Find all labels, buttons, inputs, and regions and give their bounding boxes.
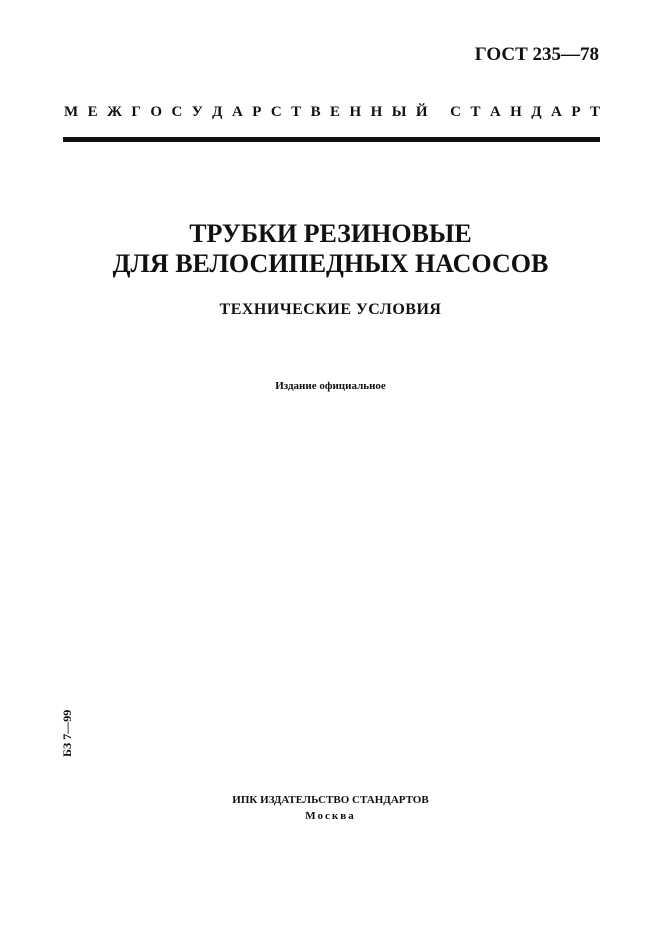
standard-type-letter: Р bbox=[252, 104, 262, 120]
standard-type-letter: А bbox=[489, 104, 501, 120]
document-subtitle: ТЕХНИЧЕСКИЕ УСЛОВИЯ bbox=[219, 301, 442, 318]
document-title bbox=[0, 219, 661, 279]
gost-number: ГОСТ 235—78 bbox=[474, 44, 599, 65]
standard-type-letter: Д bbox=[531, 104, 542, 120]
standard-type-letter: А bbox=[231, 104, 243, 120]
title-line-2: ДЛЯ ВЕЛОСИПЕДНЫХ НАСОСОВ bbox=[112, 249, 549, 278]
heading-divider bbox=[63, 137, 600, 142]
standard-type-letter: А bbox=[551, 104, 562, 120]
standard-type-heading bbox=[64, 104, 600, 121]
standard-type-letter: В bbox=[310, 104, 321, 120]
side-code: БЗ 7—99 bbox=[60, 709, 74, 757]
standard-type-letter: Г bbox=[131, 104, 141, 120]
standard-type-letter: Т bbox=[291, 104, 302, 120]
standard-type-letter: Н bbox=[510, 104, 522, 120]
title-line-1: ТРУБКИ РЕЗИНОВЫЕ bbox=[189, 219, 472, 248]
standard-type-letter: Ы bbox=[391, 104, 407, 120]
edition-note: Издание официальное bbox=[275, 380, 386, 392]
standard-type-letter: С bbox=[270, 104, 282, 120]
standard-type-letter: Д bbox=[212, 104, 223, 120]
standard-type-letter: Е bbox=[330, 104, 341, 120]
standard-type-letter: Е bbox=[87, 104, 98, 120]
publisher-city: Москва bbox=[305, 810, 356, 822]
standard-type-letter: О bbox=[150, 104, 162, 120]
publisher-name: ИПК ИЗДАТЕЛЬСТВО СТАНДАРТОВ bbox=[232, 794, 429, 806]
standard-type-letter: Н bbox=[370, 104, 383, 120]
standard-type-letter: Т bbox=[470, 104, 481, 120]
standard-type-letter: Р bbox=[571, 104, 581, 120]
standard-type-letter: М bbox=[64, 104, 79, 120]
standard-type-letter: Й bbox=[415, 104, 428, 120]
standard-type-letter: Ж bbox=[107, 104, 122, 120]
standard-type-letter: Н bbox=[349, 104, 362, 120]
standard-type-letter: С bbox=[450, 104, 461, 120]
standard-type-letter: Т bbox=[589, 104, 600, 120]
standard-type-letter: У bbox=[191, 104, 203, 120]
standard-type-gap bbox=[437, 104, 441, 121]
standard-type-letter: С bbox=[171, 104, 183, 120]
